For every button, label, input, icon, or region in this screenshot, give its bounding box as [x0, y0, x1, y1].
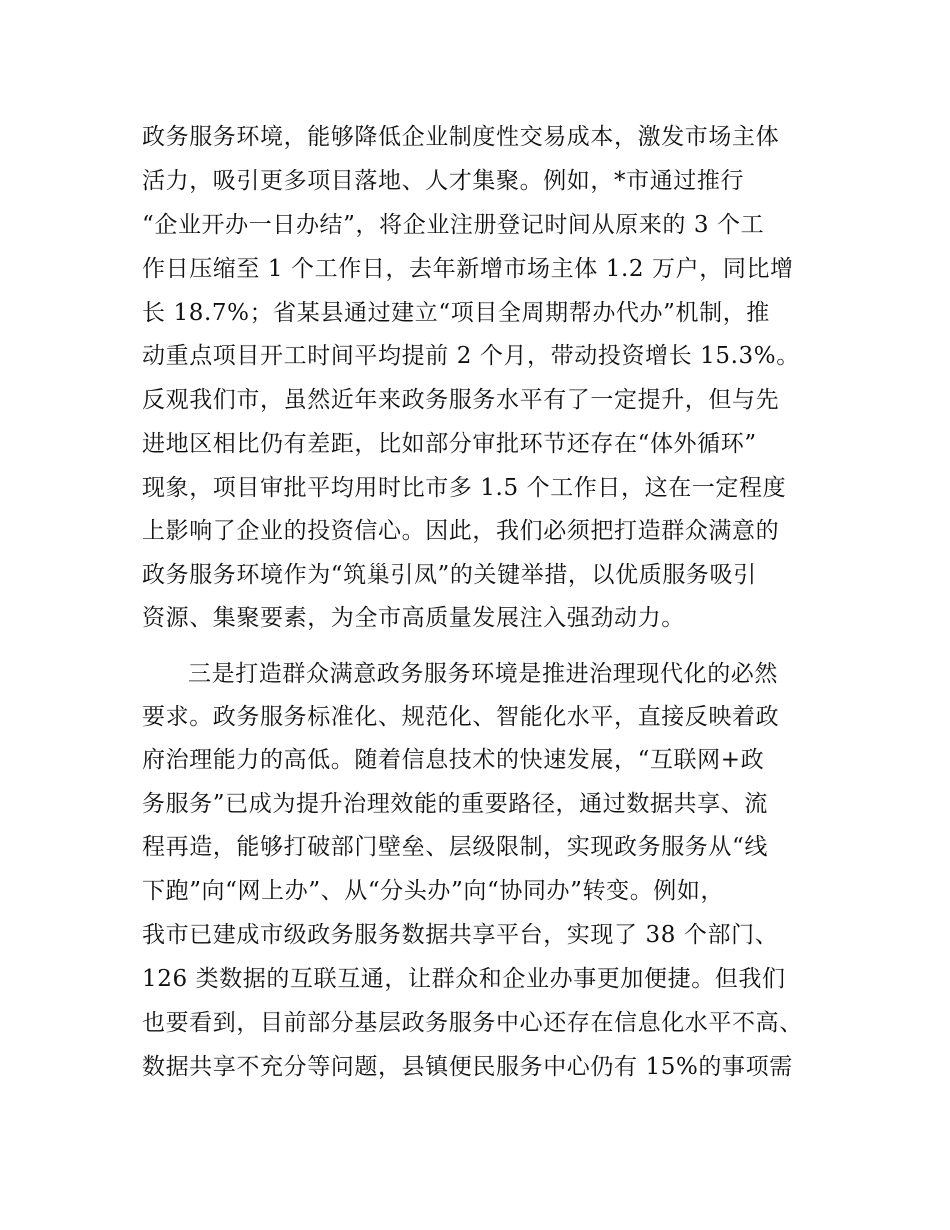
- text-line: 府治理能力的高低。随着信息技术的快速发展，“互联网+政: [142, 747, 765, 773]
- text-line: 资源、集聚要素，为全市高质量发展注入强劲动力。: [142, 605, 685, 631]
- text-line: 三是打造群众满意政务服务环境是推进治理现代化的必然: [188, 661, 778, 687]
- text-line: 动重点项目开工时间平均提前 2 个月，带动投资增长 15.3%。: [142, 343, 800, 369]
- text-line: 126 类数据的互联互通，让群众和企业办事更加便捷。但我们: [142, 966, 786, 992]
- text-line: 下跑”向“网上办”、从“分头办”向“协同办”转变。例如，: [142, 878, 725, 904]
- text-line: 数据共享不充分等问题，县镇便民服务中心仍有 15%的事项需: [142, 1054, 793, 1080]
- text-line: 也要看到，目前部分基层政务服务中心还存在信息化水平不高、: [142, 1010, 803, 1036]
- text-line: 反观我们市，虽然近年来政务服务水平有了一定提升，但与先: [142, 387, 780, 413]
- text-line: 务服务”已成为提升治理效能的重要路径，通过数据共享、流: [142, 791, 768, 817]
- text-line: 作日压缩至 1 个工作日，去年新增市场主体 1.2 万户，同比增: [142, 256, 794, 282]
- text-line: 政务服务环境作为“筑巢引凤”的关键举措，以优质服务吸引: [142, 562, 757, 588]
- text-line: 政务服务环境，能够降低企业制度性交易成本，激发市场主体: [142, 124, 780, 150]
- text-line: “企业开办一日办结”，将企业注册登记时间从原来的 3 个工: [142, 212, 765, 238]
- text-line: 我市已建成市级政务服务数据共享平台，实现了 38 个部门、: [142, 922, 779, 948]
- text-line: 现象，项目审批平均用时比市多 1.5 个工作日，这在一定程度: [142, 475, 787, 501]
- text-line: 长 18.7%；省某县通过建立“项目全周期帮办代办”机制，推: [142, 300, 770, 326]
- text-line: 进地区相比仍有差距，比如部分审批环节还存在“体外循环”: [142, 431, 757, 457]
- text-line: 要求。政务服务标准化、规范化、智能化水平，直接反映着政: [142, 704, 780, 730]
- text-line: 活力，吸引更多项目落地、人才集聚。例如，*市通过推行: [142, 168, 745, 194]
- text-line: 程再造，能够打破部门壁垒、层级限制，实现政务服务从“线: [142, 834, 768, 860]
- text-line: 上影响了企业的投资信心。因此，我们必须把打造群众满意的: [142, 518, 780, 544]
